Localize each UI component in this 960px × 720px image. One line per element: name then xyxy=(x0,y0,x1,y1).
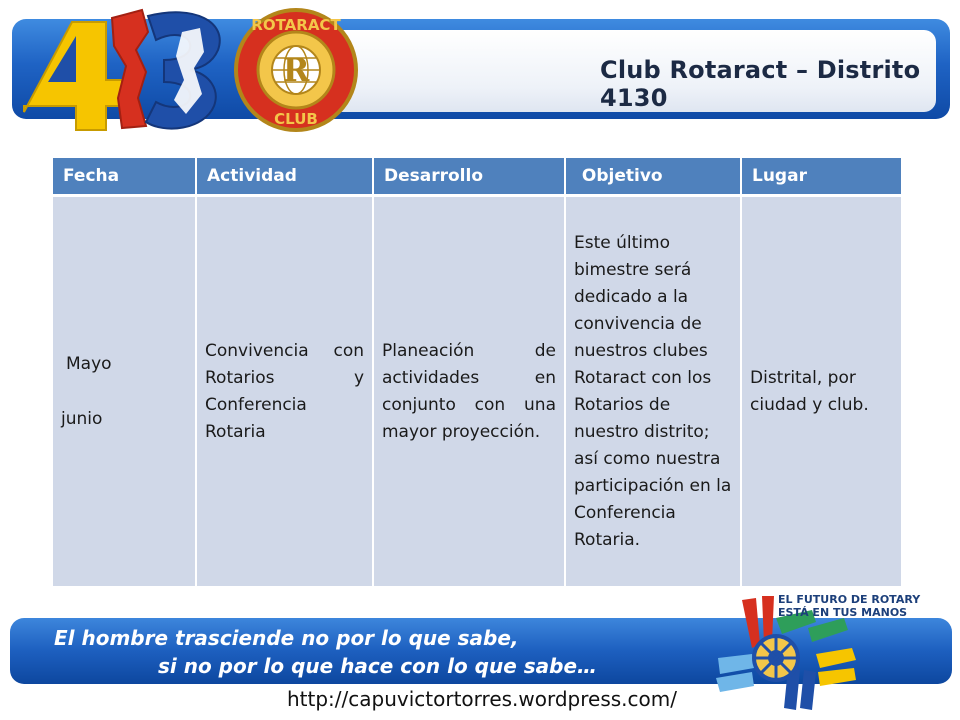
emblem-bottom-text: CLUB xyxy=(274,110,318,128)
cell-desarrollo: Planeación de actividades en conjunto con una mayor proyección. xyxy=(373,196,565,587)
footer-quote-line-1: El hombre trasciende no por lo que sabe, xyxy=(54,626,519,650)
header-lugar: Lugar xyxy=(741,158,901,196)
header-objetivo: Objetivo xyxy=(565,158,741,196)
slogan-line-1: EL FUTURO DE ROTARY xyxy=(778,593,921,606)
district-4130-logo xyxy=(14,2,359,134)
emblem-letter: R xyxy=(282,51,310,89)
fecha-end: junio xyxy=(61,408,103,429)
cell-fecha xyxy=(53,196,196,587)
header-fecha: Fecha xyxy=(53,158,196,196)
header-actividad: Actividad xyxy=(196,158,373,196)
cell-objetivo: Este último bimestre será dedicado a la convivencia de nuestros clubes Rotaract con los Rotarios de nuestro distrito; así como nuestra participación en la Conferencia Rotaria. xyxy=(565,196,741,587)
fecha-start: Mayo xyxy=(66,353,112,374)
cell-lugar: Distrital, por ciudad y club. xyxy=(741,196,901,587)
table-header-row xyxy=(53,158,901,196)
website-url: http://capuvictortorres.wordpress.com/ xyxy=(287,687,677,711)
activities-table xyxy=(53,158,901,586)
slogan-line-2: ESTÁ EN TUS MANOS xyxy=(778,606,908,619)
header-desarrollo: Desarrollo xyxy=(373,158,565,196)
cell-actividad: Convivencia con Rotarios y Conferencia Rotaria xyxy=(196,196,373,587)
emblem-top-text: ROTARACT xyxy=(251,16,341,34)
footer-quote-line-2: si no por lo que hace con lo que sabe… xyxy=(158,654,598,678)
page-title: Club Rotaract – Distrito 4130 xyxy=(600,56,921,112)
table-row xyxy=(53,196,901,587)
